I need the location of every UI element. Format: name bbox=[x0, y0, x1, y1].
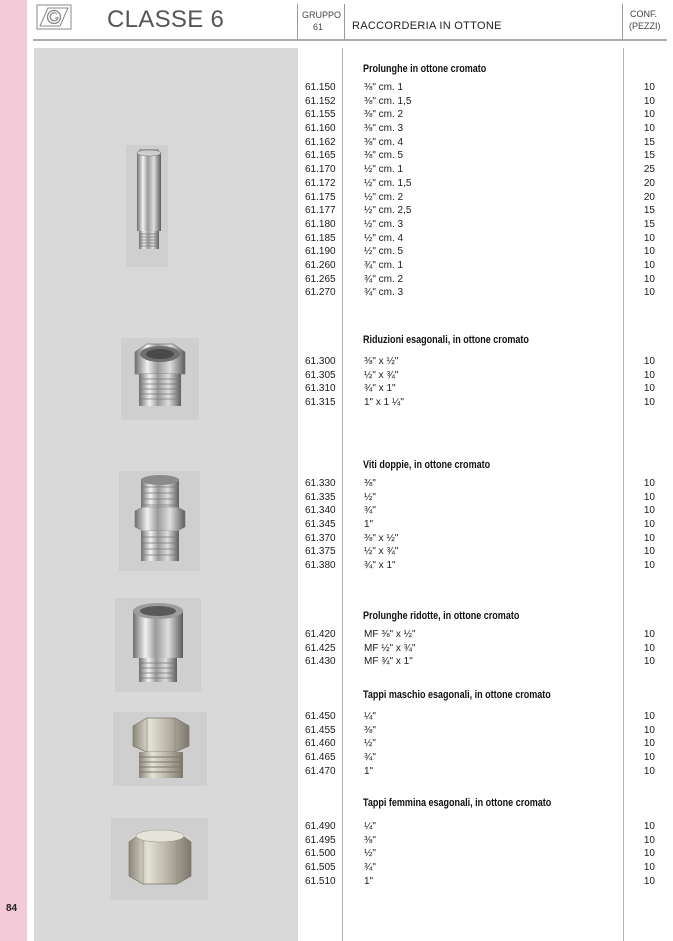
product-row bbox=[300, 504, 660, 518]
section-rows bbox=[300, 628, 660, 669]
header-divider bbox=[297, 4, 298, 40]
pack-quantity: 10 bbox=[643, 629, 655, 640]
product-size: ¼" bbox=[364, 821, 376, 832]
product-code: 61.430 bbox=[305, 656, 336, 668]
product-code: 61.305 bbox=[305, 369, 336, 381]
pack-quantity: 10 bbox=[643, 765, 655, 777]
product-row bbox=[300, 95, 660, 109]
pack-quantity: 10 bbox=[643, 505, 655, 517]
product-code: 61.375 bbox=[305, 546, 336, 558]
product-row bbox=[300, 491, 660, 505]
pack-quantity: 15 bbox=[643, 150, 655, 162]
product-code: 61.420 bbox=[305, 629, 336, 640]
pack-quantity: 10 bbox=[643, 246, 655, 258]
product-code: 61.380 bbox=[305, 560, 336, 572]
product-row bbox=[300, 136, 660, 150]
product-size: ½" bbox=[364, 491, 376, 503]
product-size: ¾" bbox=[364, 505, 376, 517]
product-code: 61.460 bbox=[305, 738, 336, 750]
product-size: ⅜" cm. 2 bbox=[364, 109, 404, 121]
product-code: 61.470 bbox=[305, 765, 336, 777]
product-row bbox=[300, 545, 660, 559]
product-row bbox=[300, 204, 660, 218]
product-code: 61.265 bbox=[305, 273, 336, 285]
section-rows bbox=[300, 820, 660, 888]
product-row bbox=[300, 532, 660, 546]
product-code: 61.340 bbox=[305, 505, 336, 517]
product-row bbox=[300, 477, 660, 491]
product-size: ½" x ¾" bbox=[364, 546, 399, 558]
product-row bbox=[300, 369, 660, 383]
product-code: 61.170 bbox=[305, 164, 336, 176]
pack-quantity: 10 bbox=[643, 875, 655, 887]
product-size: ⅜" cm. 4 bbox=[364, 136, 404, 148]
pack-quantity: 15 bbox=[643, 218, 655, 230]
header-divider bbox=[622, 4, 623, 40]
product-code: 61.175 bbox=[305, 191, 336, 203]
extension-fitting-photo bbox=[126, 145, 168, 267]
pack-quantity: 10 bbox=[643, 560, 655, 572]
product-row bbox=[300, 628, 660, 642]
product-row bbox=[300, 847, 660, 861]
product-code: 61.165 bbox=[305, 150, 336, 162]
product-row bbox=[300, 396, 660, 410]
pack-quantity: 20 bbox=[643, 191, 655, 203]
pack-quantity: 10 bbox=[643, 491, 655, 503]
product-code: 61.315 bbox=[305, 397, 336, 409]
product-code: 61.152 bbox=[305, 95, 336, 107]
side-color-band bbox=[0, 0, 27, 941]
product-row bbox=[300, 751, 660, 765]
product-size: ½" x ¾" bbox=[364, 369, 399, 381]
pack-quantity: 25 bbox=[643, 164, 655, 176]
product-row bbox=[300, 861, 660, 875]
pack-quantity: 10 bbox=[643, 232, 655, 244]
class-title: CLASSE 6 bbox=[107, 6, 225, 33]
product-size: ¾" bbox=[364, 862, 376, 874]
product-row bbox=[300, 765, 660, 779]
product-size: ½" cm. 1,5 bbox=[364, 177, 412, 189]
product-code: 61.505 bbox=[305, 862, 336, 874]
header-divider bbox=[344, 4, 345, 40]
product-size: ¾" cm. 2 bbox=[364, 273, 404, 285]
product-size: ¾" x 1" bbox=[364, 560, 396, 572]
product-code: 61.150 bbox=[305, 82, 336, 93]
product-row bbox=[300, 834, 660, 848]
product-code: 61.172 bbox=[305, 177, 336, 189]
product-size: ¼" bbox=[364, 711, 376, 722]
product-size: ¾" cm. 3 bbox=[364, 287, 404, 299]
product-row bbox=[300, 355, 660, 369]
product-code: 61.270 bbox=[305, 287, 336, 299]
product-size: ⅜" cm. 1 bbox=[364, 82, 404, 93]
product-code: 61.510 bbox=[305, 875, 336, 887]
product-size: ½" bbox=[364, 738, 376, 750]
pack-quantity: 10 bbox=[643, 738, 655, 750]
product-row bbox=[300, 259, 660, 273]
product-row bbox=[300, 737, 660, 751]
company-logo bbox=[36, 4, 72, 30]
hex-reducer-photo bbox=[121, 338, 199, 420]
product-code: 61.190 bbox=[305, 246, 336, 258]
pack-quantity: 10 bbox=[643, 287, 655, 299]
category-title: RACCORDERIA IN OTTONE bbox=[352, 20, 502, 32]
product-size: 1" bbox=[364, 519, 374, 531]
product-size: 1" bbox=[364, 765, 374, 777]
section-rows bbox=[300, 355, 660, 410]
section-rows bbox=[300, 710, 660, 778]
conf-label: CONF. bbox=[630, 9, 657, 19]
section-title: Viti doppie, in ottone cromato bbox=[363, 459, 491, 471]
product-size: ⅜" cm. 5 bbox=[364, 150, 404, 162]
pack-quantity: 10 bbox=[643, 519, 655, 531]
pack-quantity: 10 bbox=[643, 656, 655, 668]
product-size: ¾" cm. 1 bbox=[364, 259, 404, 271]
pack-quantity: 10 bbox=[643, 383, 655, 395]
product-size: ¾" bbox=[364, 752, 376, 764]
product-size: MF ½" x ¾" bbox=[364, 642, 416, 654]
product-size: ⅜" bbox=[364, 724, 376, 736]
pack-quantity: 10 bbox=[643, 95, 655, 107]
product-code: 61.155 bbox=[305, 109, 336, 121]
pack-quantity: 10 bbox=[643, 862, 655, 874]
product-row bbox=[300, 232, 660, 246]
product-size: ¾" x 1" bbox=[364, 383, 396, 395]
product-code: 61.185 bbox=[305, 232, 336, 244]
product-row bbox=[300, 724, 660, 738]
product-code: 61.335 bbox=[305, 491, 336, 503]
product-row bbox=[300, 81, 660, 95]
product-code: 61.260 bbox=[305, 259, 336, 271]
section-rows bbox=[300, 81, 660, 300]
pack-quantity: 10 bbox=[643, 82, 655, 93]
product-code: 61.495 bbox=[305, 834, 336, 846]
pack-quantity: 10 bbox=[643, 109, 655, 121]
product-row bbox=[300, 273, 660, 287]
header-rule bbox=[33, 39, 667, 41]
pack-quantity: 10 bbox=[643, 356, 655, 367]
product-code: 61.345 bbox=[305, 519, 336, 531]
product-row bbox=[300, 177, 660, 191]
product-code: 61.177 bbox=[305, 205, 336, 217]
pack-quantity: 15 bbox=[643, 205, 655, 217]
product-code: 61.425 bbox=[305, 642, 336, 654]
pack-quantity: 10 bbox=[643, 724, 655, 736]
product-row bbox=[300, 820, 660, 834]
product-code: 61.490 bbox=[305, 821, 336, 832]
product-size: ⅜" x ½" bbox=[364, 532, 399, 544]
product-row bbox=[300, 163, 660, 177]
product-size: 1" bbox=[364, 875, 374, 887]
product-row bbox=[300, 245, 660, 259]
product-row bbox=[300, 655, 660, 669]
gruppo-value: 61 bbox=[313, 22, 324, 32]
section-title: Riduzioni esagonali, in ottone cromato bbox=[363, 334, 529, 346]
product-size: 1" x 1 ¼" bbox=[364, 397, 404, 409]
product-size: MF ⅜" x ½" bbox=[364, 629, 416, 640]
product-row bbox=[300, 710, 660, 724]
product-code: 61.300 bbox=[305, 356, 336, 367]
gruppo-label: GRUPPO bbox=[302, 10, 342, 20]
pack-quantity: 10 bbox=[643, 478, 655, 489]
pack-quantity: 10 bbox=[643, 642, 655, 654]
pack-quantity: 10 bbox=[643, 259, 655, 271]
pack-quantity: 10 bbox=[643, 546, 655, 558]
product-code: 61.370 bbox=[305, 532, 336, 544]
product-row bbox=[300, 108, 660, 122]
pack-quantity: 10 bbox=[643, 532, 655, 544]
product-size: MF ¾" x 1" bbox=[364, 656, 413, 668]
section-title: Tappi maschio esagonali, in ottone cromato bbox=[363, 689, 551, 701]
pack-quantity: 10 bbox=[643, 273, 655, 285]
product-size: ½" cm. 1 bbox=[364, 164, 404, 176]
product-code: 61.180 bbox=[305, 218, 336, 230]
section-title: Prolunghe ridotte, in ottone cromato bbox=[363, 610, 520, 622]
product-size: ⅜" x ½" bbox=[364, 356, 399, 367]
female-hex-plug-photo bbox=[111, 818, 208, 900]
pack-quantity: 20 bbox=[643, 177, 655, 189]
product-row bbox=[300, 642, 660, 656]
pack-quantity: 10 bbox=[643, 123, 655, 135]
product-code: 61.310 bbox=[305, 383, 336, 395]
product-row bbox=[300, 559, 660, 573]
pack-quantity: 10 bbox=[643, 834, 655, 846]
section-rows bbox=[300, 477, 660, 573]
pack-quantity: 10 bbox=[643, 752, 655, 764]
product-size: ⅜" cm. 1,5 bbox=[364, 95, 412, 107]
product-size: ½" bbox=[364, 848, 376, 860]
product-row bbox=[300, 875, 660, 889]
section-title: Tappi femmina esagonali, in ottone cromato bbox=[363, 797, 552, 809]
product-size: ½" cm. 3 bbox=[364, 218, 404, 230]
product-row bbox=[300, 518, 660, 532]
product-row bbox=[300, 218, 660, 232]
pack-quantity: 10 bbox=[643, 848, 655, 860]
page-number: 84 bbox=[6, 903, 18, 914]
product-code: 61.330 bbox=[305, 478, 336, 489]
pack-quantity: 10 bbox=[643, 821, 655, 832]
product-row bbox=[300, 191, 660, 205]
product-code: 61.162 bbox=[305, 136, 336, 148]
product-code: 61.450 bbox=[305, 711, 336, 722]
product-size: ⅜" bbox=[364, 834, 376, 846]
product-size: ½" cm. 2,5 bbox=[364, 205, 412, 217]
reduced-extension-photo bbox=[115, 598, 201, 692]
product-row bbox=[300, 286, 660, 300]
product-code: 61.160 bbox=[305, 123, 336, 135]
product-code: 61.465 bbox=[305, 752, 336, 764]
product-size: ½" cm. 2 bbox=[364, 191, 404, 203]
double-nipple-photo bbox=[119, 471, 200, 571]
product-code: 61.500 bbox=[305, 848, 336, 860]
pack-quantity: 10 bbox=[643, 397, 655, 409]
product-size: ½" cm. 5 bbox=[364, 246, 404, 258]
product-size: ⅜" bbox=[364, 478, 376, 489]
product-row bbox=[300, 149, 660, 163]
product-row bbox=[300, 382, 660, 396]
male-hex-plug-photo bbox=[113, 712, 207, 786]
pack-quantity: 10 bbox=[643, 711, 655, 722]
product-size: ½" cm. 4 bbox=[364, 232, 404, 244]
product-row bbox=[300, 122, 660, 136]
pack-quantity: 10 bbox=[643, 369, 655, 381]
pack-quantity: 15 bbox=[643, 136, 655, 148]
section-title: Prolunghe in ottone cromato bbox=[363, 63, 487, 75]
product-size: ⅜" cm. 3 bbox=[364, 123, 404, 135]
pezzi-label: (PEZZI) bbox=[629, 21, 661, 31]
product-code: 61.455 bbox=[305, 724, 336, 736]
